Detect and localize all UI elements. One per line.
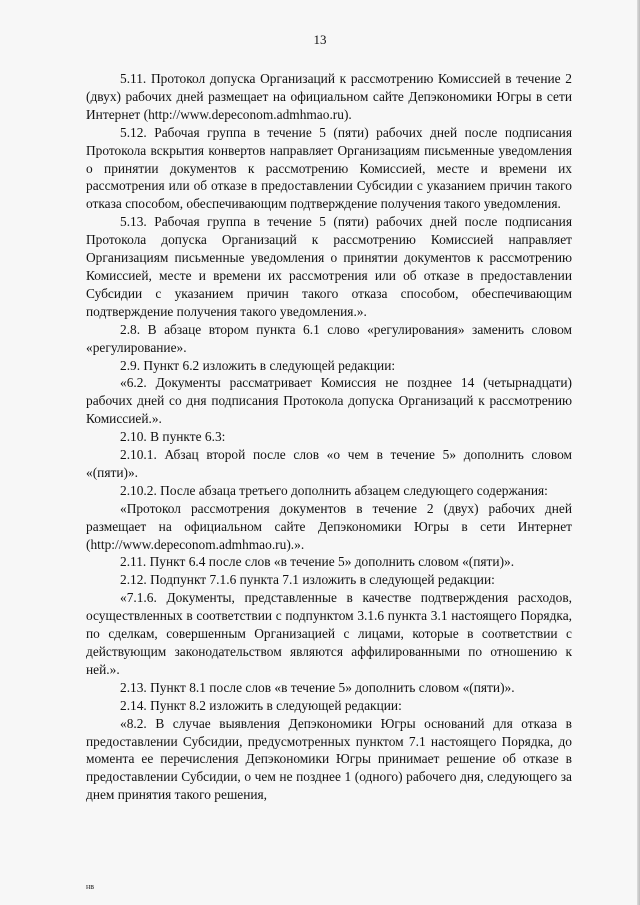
paragraph-2-11: 2.11. Пункт 6.4 после слов «в течение 5» дополнить словом «(пяти)». [120, 554, 515, 570]
paragraph-2-10-1: 2.10.1. Абзац второй после слов «о чем в течение 5» дополнить словом «(пяти)». [86, 447, 572, 480]
footer-code: нв [86, 882, 95, 891]
paragraph-2-9: 2.9. Пункт 6.2 изложить в следующей редакции: [120, 357, 396, 373]
paragraph-2-10-2: 2.10.2. После абзаца третьего дополнить абзацем следующего содержания: [120, 482, 548, 498]
document-body [86, 70, 572, 804]
paragraph-2-8: 2.8. В абзаце втором пункта 6.1 слово «регулирования» заменить словом «регулирование». [86, 321, 572, 355]
paragraph-5-11: 5.11. Протокол допуска Организаций к рассмотрению Комиссией в течение 2 (двух) рабочих дней размещает на официальном сайте Депэкономики Югры в сети Интернет (http://www.depeconom.admhmao.ru). [86, 71, 572, 122]
page-number: 13 [313, 32, 327, 47]
paragraph-5-12: 5.12. Рабочая группа в течение 5 (пяти) рабочих дней после подписания Протокола вскрытия конвертов направляет Организациям письменные уведомления о принятии документов к рассмотрению Комиссией, месте и времени их рассмотрения или об отказе в предоставлении Субсидии с указанием причин такого отказа способом, обеспечивающим подтверждение получения такого уведомления. [86, 124, 572, 212]
paragraph-2-10: 2.10. В пункте 6.3: [120, 429, 226, 445]
paragraph-8-2-quote: «8.2. В случае выявления Депэкономики Югры оснований для отказа в предоставлении Субсидии, предусмотренных пунктом 7.1 настоящего Порядка, до момента ее перечисления Депэкономики Югры принимает решение об отказе в предоставлении Субсидии, о чем не позднее 1 (одного) рабочего дня, следующего за днем принятия такого решения, [86, 715, 572, 803]
paragraph-2-13: 2.13. Пункт 8.1 после слов «в течение 5» дополнить словом «(пяти)». [120, 679, 515, 695]
paragraph-7-1-6-quote: «7.1.6. Документы, представленные в качестве подтверждения расходов, осуществленных в соответствии с подпунктом 3.1.6 пункта 3.1 настоящего Порядка, по сделкам, совершенным Организацией с лицами, которые в соответствии с действующим законодательством являются аффилированными по отношению к ней.». [86, 590, 572, 677]
paragraph-6-2-quote: «6.2. Документы рассматривает Комиссия не позднее 14 (четырнадцати) рабочих дней со дня подписания Протокола допуска Организаций к рассмотрению Комиссией.». [86, 375, 572, 427]
paragraph-protocol-quote: «Протокол рассмотрения документов в течение 2 (двух) рабочих дней размещает на официальном сайте Депэкономики Югры в сети Интернет (http://www.depeconom.admhmao.ru).». [86, 500, 572, 552]
paragraph-2-12: 2.12. Подпункт 7.1.6 пункта 7.1 изложить в следующей редакции: [120, 572, 495, 588]
paragraph-2-14: 2.14. Пункт 8.2 изложить в следующей редакции: [120, 697, 402, 713]
paragraph-5-13: 5.13. Рабочая группа в течение 5 (пяти) рабочих дней после подписания Протокола допуска Организаций к рассмотрению Комиссией направляет Организациям письменные уведомления о принятии документов к рассмотрению Комиссией, месте и времени их рассмотрения или об отказе в предоставлении Субсидии с указанием причин такого отказа способом, обеспечивающим подтверждение получения такого уведомления.». [86, 214, 572, 319]
